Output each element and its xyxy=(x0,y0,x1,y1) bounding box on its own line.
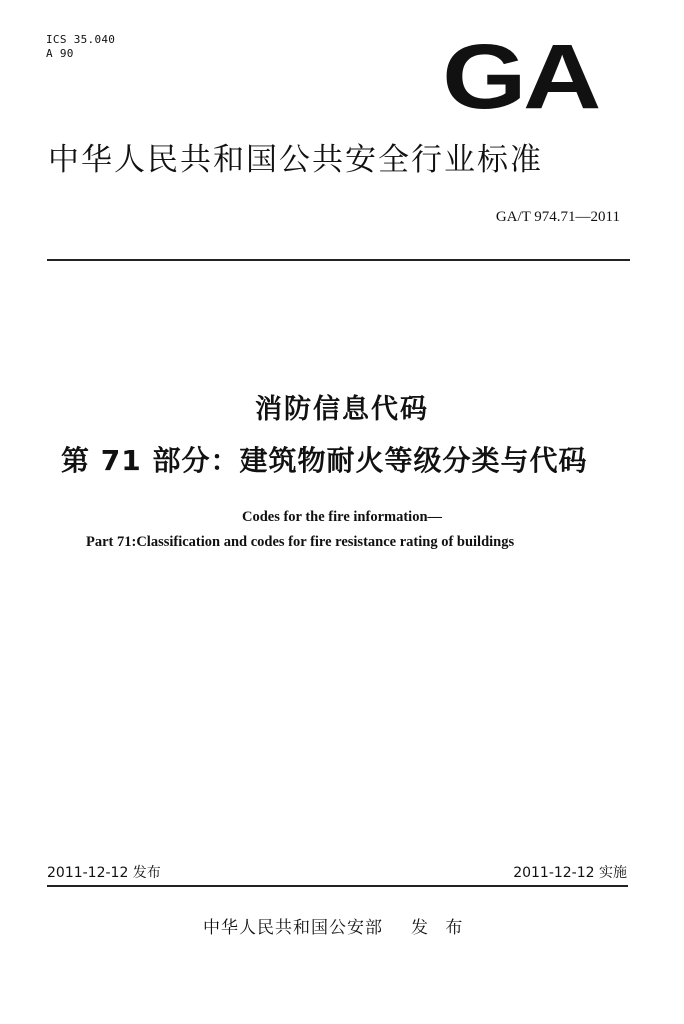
ics-code: ICS 35.040 xyxy=(46,33,116,46)
standard-number: GA/T 974.71—2011 xyxy=(495,209,620,225)
classification-codes xyxy=(46,33,115,61)
ga-logo: GA xyxy=(442,26,598,128)
bottom-divider xyxy=(47,885,628,887)
title-en-part: Part 71:Classification and codes for fire resistance rating of buildings xyxy=(86,534,515,550)
issuer-line xyxy=(203,917,468,939)
title-en-main: Codes for the fire information— xyxy=(241,509,443,525)
issuer-action: 发 布 xyxy=(411,918,469,938)
title-cn-part: 第 71 部分：建筑物耐火等级分类与代码 xyxy=(61,444,588,477)
issue-date: 2011-12-12 发布 xyxy=(47,865,161,881)
ministry-heading: 中华人民共和国公共安全行业标准 xyxy=(48,142,543,178)
class-code: A 90 xyxy=(46,47,74,60)
title-cn-main: 消防信息代码 xyxy=(255,394,429,425)
top-divider xyxy=(47,259,630,261)
issuer-name: 中华人民共和国公安部 xyxy=(203,918,383,938)
implementation-date: 2011-12-12 实施 xyxy=(513,865,627,881)
